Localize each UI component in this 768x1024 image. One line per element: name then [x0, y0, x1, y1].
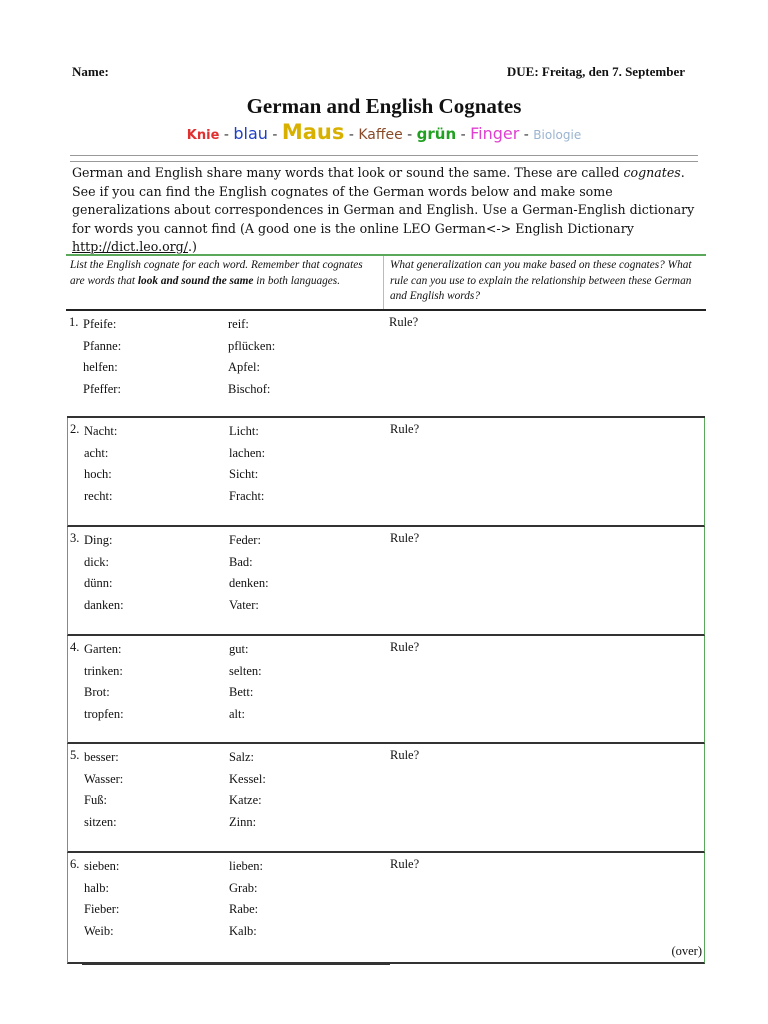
cognate-section [67, 311, 705, 418]
banner-word: Knie [186, 128, 220, 143]
german-word: Kalb: [229, 924, 257, 939]
divider [66, 254, 706, 256]
section-number: 5. [70, 748, 80, 762]
german-word: Grab: [229, 880, 258, 895]
intro-paragraph [72, 164, 702, 257]
german-word: Pfeffer: [83, 382, 121, 397]
german-word: Ding: [84, 533, 113, 547]
german-word: gut: [229, 642, 249, 656]
page-title: German and English Cognates [246, 94, 522, 118]
banner-separator: - [456, 127, 471, 143]
german-word: danken: [84, 598, 124, 613]
german-word: Vater: [229, 598, 259, 613]
name-label: Name: [72, 64, 109, 79]
german-word: reif: [228, 317, 249, 331]
section-number: 2. [70, 422, 80, 436]
german-word: dünn: [84, 576, 113, 591]
rule-prompt: Rule? [390, 422, 420, 436]
section-number: 1. [69, 315, 79, 329]
german-word: trinken: [84, 663, 123, 678]
section-number: 3. [70, 531, 80, 545]
leo-dictionary-link[interactable]: http://dict.leo.org/ [72, 239, 188, 254]
rule-prompt: Rule? [390, 857, 420, 871]
banner-separator: - [267, 127, 282, 143]
german-word: Fuß: [84, 793, 107, 808]
intro-text: .) [187, 239, 197, 254]
german-word: pflücken: [228, 338, 276, 353]
banner-separator: - [344, 127, 359, 143]
german-word: dick: [84, 554, 109, 569]
german-word: Pfeife: [83, 317, 117, 331]
german-word: acht: [84, 445, 109, 460]
banner-word: Finger [470, 124, 520, 143]
intro-text: German and English share many words that look or sound the same. These are called [72, 165, 624, 180]
german-word: Nacht: [84, 424, 118, 438]
intro-cognates-term: cognates [623, 165, 681, 180]
section-number: 4. [70, 640, 80, 654]
german-word: Bad: [229, 554, 253, 569]
instructions-text: in both languages. [253, 274, 341, 287]
german-word: Bett: [229, 685, 254, 700]
banner-separator: - [519, 127, 534, 143]
german-word: Weib: [84, 924, 114, 939]
column-divider [383, 256, 384, 309]
cognate-section [67, 744, 705, 853]
german-word: Brot: [84, 685, 110, 700]
intro-text: . See if you can find the English cognates of the German words below and make some generalizations about correspondences in German and English. Use a German-English dictionary for words you cannot find (A good one is the online LEO German<-> English Dictionary [72, 165, 695, 236]
instructions-text: List the English cognate for each word. Remember that cognates are words that [70, 259, 363, 287]
banner-word: Maus [281, 120, 345, 144]
german-word: lachen: [229, 445, 266, 460]
german-word: denken: [229, 576, 269, 591]
instructions-left [70, 258, 380, 289]
german-word: lieben: [229, 859, 264, 873]
over-note: (over) [671, 944, 702, 958]
cognate-section [67, 527, 705, 636]
german-word: helfen: [83, 360, 118, 375]
german-word: Sicht: [229, 467, 259, 482]
cognate-section [67, 418, 705, 527]
german-word: Feder: [229, 533, 261, 547]
german-word: Salz: [229, 750, 254, 764]
cognate-section [67, 853, 705, 964]
german-word: Pfanne: [83, 338, 122, 353]
german-word: tropfen: [84, 707, 124, 722]
german-word: Licht: [229, 424, 259, 438]
instructions-emphasis: look and sound the same [137, 274, 254, 287]
section-number: 6. [70, 857, 80, 871]
german-word: sieben: [84, 859, 120, 873]
german-word: alt: [229, 707, 245, 722]
banner-separator: - [402, 127, 417, 143]
german-word: Rabe: [229, 902, 259, 917]
divider [70, 155, 698, 156]
banner-word: blau [233, 124, 268, 143]
banner-separator: - [219, 127, 234, 143]
banner-word: grün [416, 125, 457, 143]
colorful-word-banner [0, 120, 768, 144]
divider [82, 964, 390, 965]
due-date: DUE: Freitag, den 7. September [506, 64, 685, 79]
instructions-right: What generalization can you make based on these cognates? What rule can you use to explain the relationship between these German and English words? [390, 259, 692, 302]
banner-word: Kaffee [358, 127, 403, 143]
german-word: Fieber: [84, 902, 120, 917]
german-word: Garten: [84, 642, 122, 656]
rule-prompt: Rule? [390, 640, 420, 654]
divider [70, 161, 698, 162]
german-word: sitzen: [84, 815, 117, 830]
rule-prompt: Rule? [389, 315, 419, 329]
german-word: Zinn: [229, 815, 257, 830]
cognate-section [67, 636, 705, 744]
german-word: halb: [84, 880, 109, 895]
german-word: besser: [84, 750, 119, 764]
rule-prompt: Rule? [390, 748, 420, 762]
german-word: hoch: [84, 467, 112, 482]
german-word: Wasser: [84, 771, 124, 786]
german-word: Katze: [229, 793, 262, 808]
german-word: Bischof: [228, 382, 271, 397]
rule-prompt: Rule? [390, 531, 420, 545]
german-word: Apfel: [228, 360, 260, 375]
german-word: recht: [84, 489, 113, 504]
german-word: Kessel: [229, 771, 266, 786]
german-word: selten: [229, 663, 262, 678]
german-word: Fracht: [229, 489, 265, 504]
banner-word: Biologie [533, 128, 582, 142]
